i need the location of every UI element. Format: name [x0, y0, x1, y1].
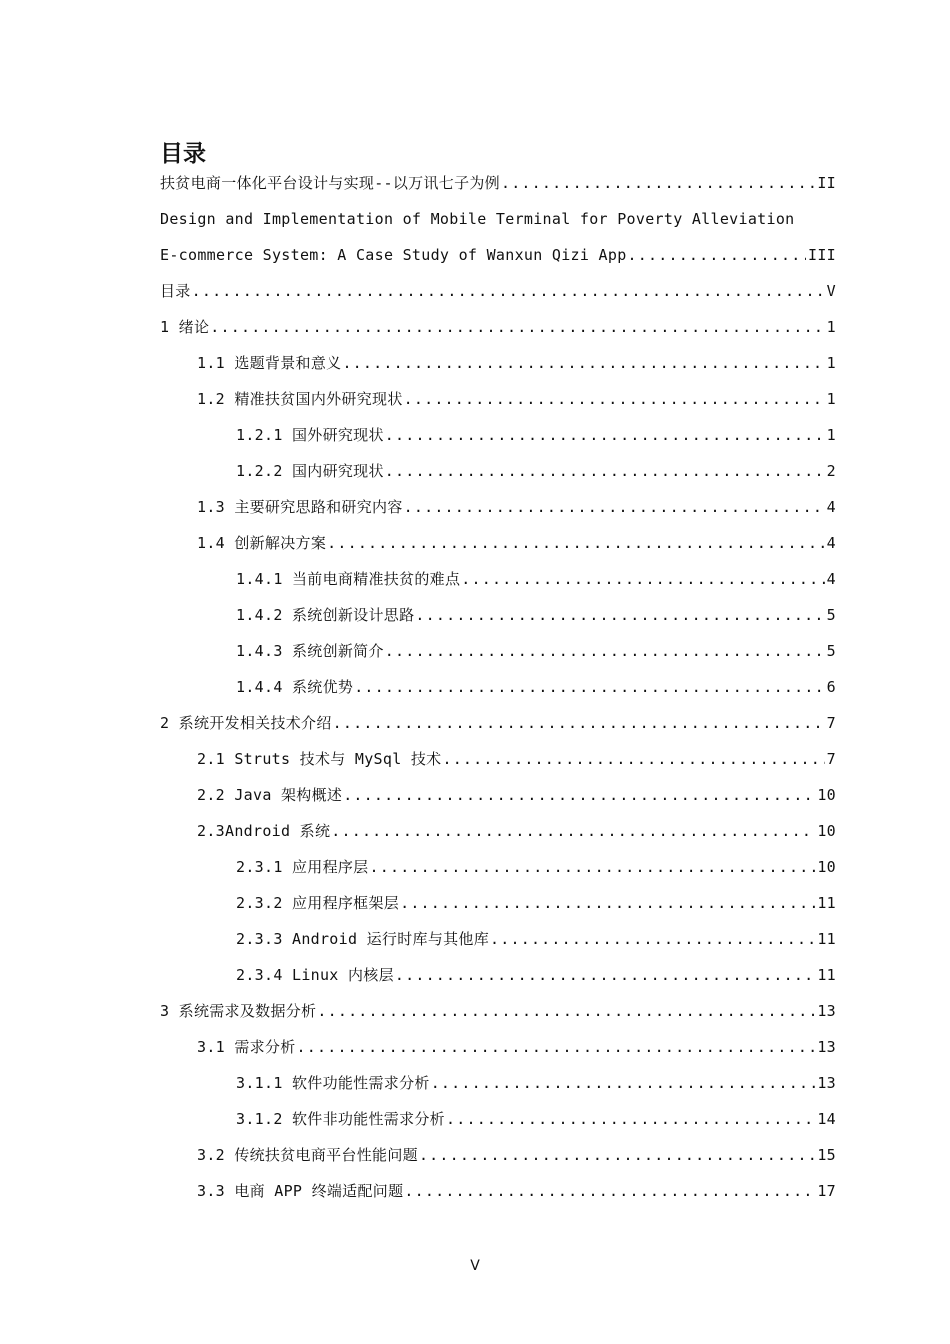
toc-entry-page: 4 — [826, 534, 836, 552]
toc-entry[interactable] — [160, 273, 836, 309]
toc-entry[interactable] — [160, 633, 836, 669]
toc-dot-leader — [370, 849, 816, 885]
toc-entry-text: 1.4 创新解决方案 — [197, 534, 327, 552]
toc-entry-text: Design and Implementation of Mobile Terminal for Poverty Alleviation — [160, 210, 795, 228]
toc-entry-page: 4 — [826, 570, 836, 588]
toc-entry[interactable] — [160, 921, 836, 957]
toc-entry-page: 13 — [817, 1038, 836, 1056]
toc-dot-leader — [385, 417, 825, 453]
toc-entry-text: 3.1.1 软件功能性需求分析 — [236, 1074, 430, 1092]
toc-dot-leader — [400, 885, 815, 921]
toc-dot-leader — [404, 489, 825, 525]
toc-entry[interactable] — [160, 993, 836, 1029]
toc-entry[interactable] — [160, 345, 836, 381]
toc-entry[interactable] — [160, 885, 836, 921]
toc-dot-leader — [404, 381, 825, 417]
toc-entry-text: 1.3 主要研究思路和研究内容 — [197, 498, 403, 516]
toc-entry-text: 2.2 Java 架构概述 — [197, 786, 343, 804]
toc-entry[interactable] — [160, 525, 836, 561]
toc-entry-page: 17 — [817, 1182, 836, 1200]
toc-entry-page: 2 — [826, 462, 836, 480]
toc-dot-leader — [317, 993, 815, 1029]
toc-entry[interactable] — [160, 309, 836, 345]
toc-dot-leader — [415, 597, 824, 633]
toc-entry[interactable] — [160, 561, 836, 597]
toc-entry[interactable] — [160, 813, 836, 849]
toc-dot-leader — [385, 453, 825, 489]
toc-entry-text: 2.1 Struts 技术与 MySql 技术 — [197, 750, 442, 768]
toc-entry-page: 5 — [826, 606, 836, 624]
toc-entry-page: 13 — [817, 1002, 836, 1020]
toc-entry-text: 3.2 传统扶贫电商平台性能问题 — [197, 1146, 418, 1164]
toc-dot-leader — [442, 741, 824, 777]
toc-entry[interactable] — [160, 1065, 836, 1101]
toc-dot-leader — [210, 309, 824, 345]
toc-entry[interactable] — [160, 1101, 836, 1137]
toc-entry-text: 2.3.4 Linux 内核层 — [236, 966, 394, 984]
toc-dot-leader — [297, 1029, 816, 1065]
toc-entry-text: 2.3.2 应用程序框架层 — [236, 894, 400, 912]
table-of-contents — [160, 165, 836, 1209]
toc-dot-leader — [628, 237, 806, 273]
toc-entry-page: 7 — [826, 750, 836, 768]
toc-entry-page: 1 — [826, 426, 836, 444]
toc-entry[interactable] — [160, 453, 836, 489]
toc-entry-page: 4 — [826, 498, 836, 516]
toc-dot-leader — [431, 1065, 816, 1101]
toc-dot-leader — [343, 777, 815, 813]
toc-entry-page: II — [817, 174, 836, 192]
toc-dot-leader — [354, 669, 824, 705]
toc-entry-text: 2.3.1 应用程序层 — [236, 858, 369, 876]
toc-entry-page: 1 — [826, 354, 836, 372]
toc-dot-leader — [333, 705, 825, 741]
toc-entry-page: 7 — [826, 714, 836, 732]
toc-entry-text: 1.2 精准扶贫国内外研究现状 — [197, 390, 403, 408]
toc-entry[interactable] — [160, 489, 836, 525]
toc-dot-leader — [342, 345, 824, 381]
toc-entry[interactable] — [160, 849, 836, 885]
toc-entry-text: 3.1.2 软件非功能性需求分析 — [236, 1110, 445, 1128]
toc-entry-page: 10 — [817, 822, 836, 840]
toc-entry-page: 10 — [817, 786, 836, 804]
toc-entry[interactable] — [160, 201, 836, 237]
toc-entry-text: 1.2.1 国外研究现状 — [236, 426, 384, 444]
toc-entry[interactable] — [160, 741, 836, 777]
toc-entry-page: III — [808, 246, 836, 264]
toc-entry[interactable] — [160, 381, 836, 417]
toc-entry-text: 目录 — [160, 282, 191, 300]
toc-entry-text: 1 绪论 — [160, 318, 210, 336]
toc-dot-leader — [331, 813, 815, 849]
toc-title: 目录 — [160, 141, 206, 167]
toc-entry-text: 1.4.4 系统优势 — [236, 678, 354, 696]
toc-dot-leader — [327, 525, 825, 561]
toc-entry-text: 3 系统需求及数据分析 — [160, 1002, 317, 1020]
toc-entry-page: 6 — [826, 678, 836, 696]
toc-entry-page: 10 — [817, 858, 836, 876]
toc-entry-text: 2 系统开发相关技术介绍 — [160, 714, 332, 732]
toc-entry-text: 3.1 需求分析 — [197, 1038, 296, 1056]
toc-entry[interactable] — [160, 417, 836, 453]
toc-entry-text: 3.3 电商 APP 终端适配问题 — [197, 1182, 404, 1200]
toc-entry[interactable] — [160, 597, 836, 633]
toc-entry[interactable] — [160, 957, 836, 993]
toc-entry[interactable] — [160, 669, 836, 705]
toc-dot-leader — [404, 1173, 815, 1209]
toc-entry-text: 2.3.3 Android 运行时库与其他库 — [236, 930, 490, 948]
toc-dot-leader — [446, 1101, 815, 1137]
toc-entry-page: 11 — [817, 894, 836, 912]
toc-dot-leader — [385, 633, 825, 669]
toc-dot-leader — [501, 165, 815, 201]
toc-entry-page: 1 — [826, 390, 836, 408]
toc-entry-page: 11 — [817, 930, 836, 948]
toc-entry[interactable] — [160, 705, 836, 741]
toc-entry-text: 扶贫电商一体化平台设计与实现--以万讯七子为例 — [160, 174, 500, 192]
toc-entry-page: 11 — [817, 966, 836, 984]
toc-entry-page: 14 — [817, 1110, 836, 1128]
toc-entry[interactable] — [160, 1029, 836, 1065]
toc-dot-leader — [419, 1137, 815, 1173]
toc-entry-page: 1 — [826, 318, 836, 336]
toc-entry-text: 1.4.3 系统创新简介 — [236, 642, 384, 660]
toc-dot-leader — [461, 561, 824, 597]
toc-dot-leader — [192, 273, 825, 309]
toc-entry[interactable] — [160, 165, 836, 201]
toc-dot-leader — [490, 921, 815, 957]
toc-entry-text: 1.1 选题背景和意义 — [197, 354, 342, 372]
toc-entry[interactable] — [160, 1173, 836, 1209]
toc-entry-text: E-commerce System: A Case Study of Wanxun Qizi App — [160, 246, 627, 264]
toc-entry-page: 13 — [817, 1074, 836, 1092]
toc-entry-text: 2.3Android 系统 — [197, 822, 331, 840]
toc-entry-text: 1.4.2 系统创新设计思路 — [236, 606, 415, 624]
toc-entry-page: V — [826, 282, 836, 300]
toc-entry-page: 5 — [826, 642, 836, 660]
toc-entry[interactable] — [160, 1137, 836, 1173]
toc-entry-text: 1.2.2 国内研究现状 — [236, 462, 384, 480]
toc-entry-page: 15 — [817, 1146, 836, 1164]
toc-dot-leader — [395, 957, 815, 993]
page-number: V — [470, 1258, 480, 1274]
toc-entry-text: 1.4.1 当前电商精准扶贫的难点 — [236, 570, 461, 588]
toc-entry[interactable] — [160, 777, 836, 813]
toc-entry[interactable] — [160, 237, 836, 273]
